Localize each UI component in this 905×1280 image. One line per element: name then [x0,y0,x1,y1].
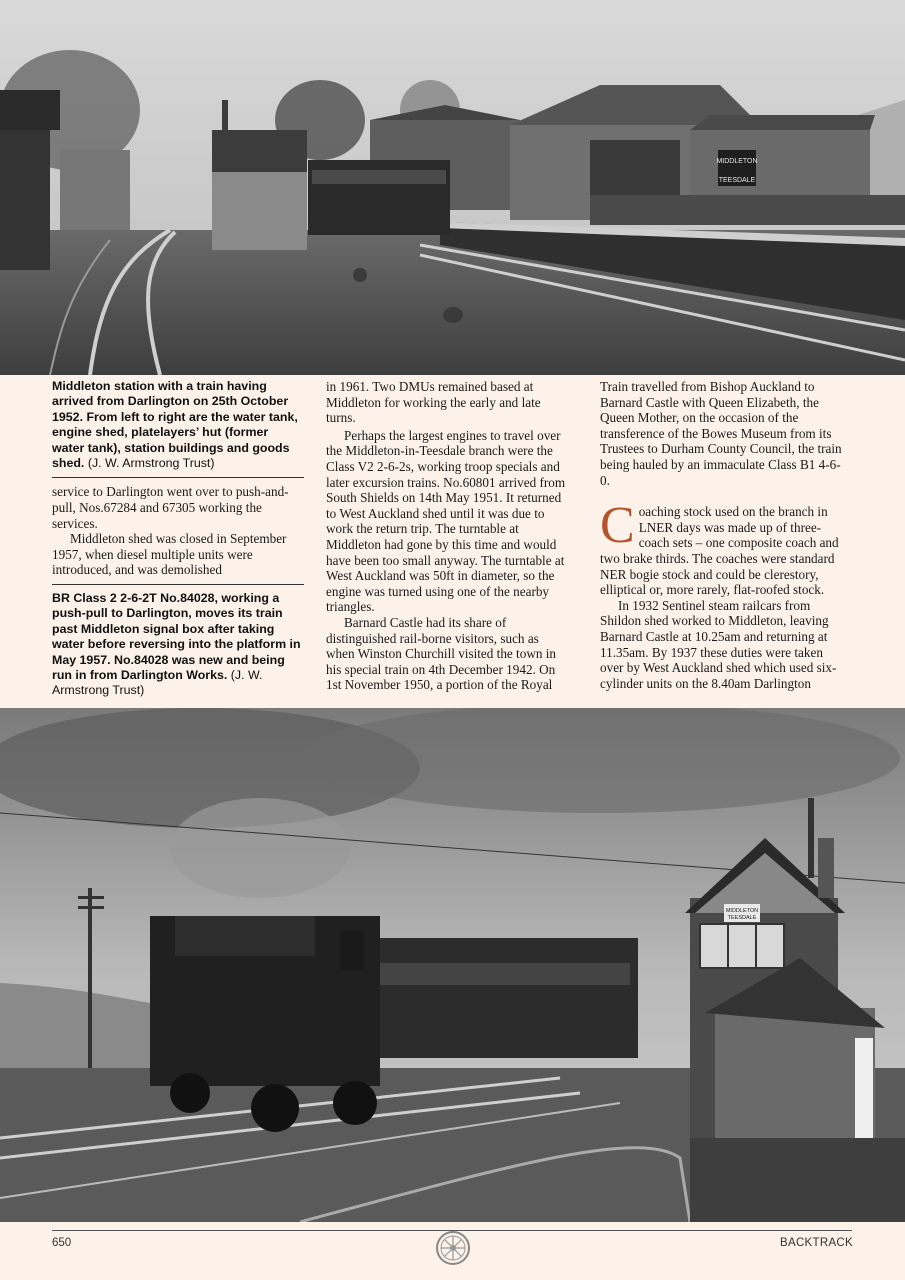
station-sign-top-line: MIDDLETON [716,158,758,165]
photo-caption-top [52,379,304,471]
section-start [600,497,844,598]
text-column-1 [52,379,304,699]
text-column-2 [326,379,568,693]
caption-top-text: Middleton station with a train having arrived from Darlington on 25th October 1952. From left to right are the water tank, engine shed, platelayers’ hut (former water tank), station buildings and goods shed. [52,379,298,471]
signal-box-sign-top-line: MIDDLETON [725,908,759,914]
paragraph: In 1932 Sentinel steam railcars from Shildon shed worked to Middleton, leaving Barnard Castle at 10.25am and returning at 11.35am. By 1937 these duties were taken over by West Auckland shed which used six-cylinder units on the 8.40am Darlington [600,597,837,691]
caption-top-credit: (J. W. Armstrong Trust) [87,456,215,471]
caption-bottom-credit: (J. W. Armstrong Trust) [52,668,263,698]
paragraph: Train travelled from Bishop Auckland to Barnard Castle with Queen Elizabeth, the Queen Mother, on the occasion of the transference of the Bowes Museum from its Trustees to Durham County Council, the train being hauled by an immaculate Class B1 4-6-0. [600,379,842,488]
text-column-3 [600,379,844,691]
photo-middleton-station [0,0,905,375]
page-number: 650 [52,1237,72,1249]
magazine-title: BACKTRACK [780,1237,853,1249]
divider [52,477,304,478]
wheel-emblem-icon [435,1230,471,1266]
caption-bottom-text: BR Class 2 2-6-2T No.84028, working a push-pull to Darlington, moves its train past Middleton signal box after taking water before reversing into the platform in May 1957. No.84028 was new and being run in from Darlington Works. [52,591,301,683]
photo-caption-bottom [52,591,304,699]
divider [52,584,304,585]
paragraph: Barnard Castle had its share of distinguished rail-borne visitors, such as when Winston Churchill visited the town in his special train on 4th December 1942. On 1st November 1950, a portion of the Royal [326,614,556,693]
drop-cap: C [600,497,635,555]
paragraph: Perhaps the largest engines to travel over the Middleton-in-Teesdale branch were the Class V2 2-6-2s, working troop specials and later excursion trains. No.60801 arrived from South Shields on 14th May 1951. It returned to West Auckland shed until it was due to work the return trip. The turntable at Middleton had gone by this time and would have been too small anyway. The turntable at West Auckland was 50ft in diameter, so the engine was turned using one of the nearby triangles. [326,427,566,615]
station-sign-bottom-line: TEESDALE [718,177,756,184]
paragraph: service to Darlington went over to push-and-pull, Nos.67284 and 67305 working the services. [52,484,289,531]
paragraph: oaching stock used on the branch in LNER days was made up of three-coach sets – one composite coach and two brake thirds. The coaches were standard NER bogie stock and could be clerestory, elliptical or, more rarely, flat-roofed stock. [600,504,839,598]
paragraph: Middleton shed was closed in September 1957, when diesel multiple units were introduced, and was demolished [52,531,287,578]
photo-signal-box-train [0,708,905,1222]
paragraph: in 1961. Two DMUs remained based at Middleton for working the early and late turns. [326,379,541,426]
signal-box-sign-bottom-line: TEESDALE [727,915,757,921]
